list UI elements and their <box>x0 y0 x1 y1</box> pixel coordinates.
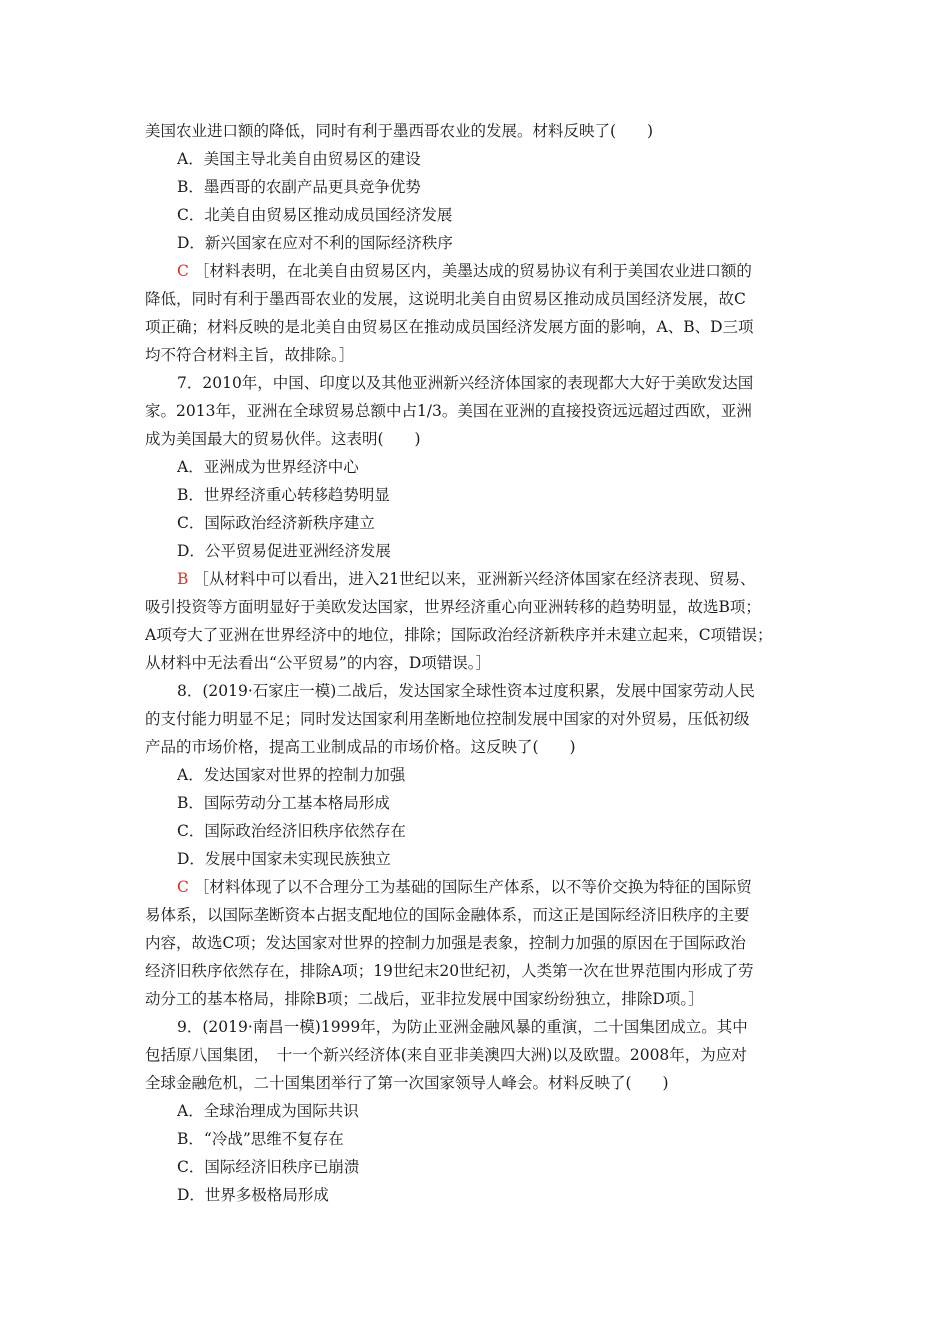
q7-option-d: D．公平贸易促进亚洲经济发展 <box>177 542 391 560</box>
q8-answer: C <box>177 878 189 896</box>
q7-explanation-line-4: 从材料中无法看出“公平贸易”的内容，D项错误。］ <box>145 654 492 672</box>
q8-option-d: D．发展中国家未实现民族独立 <box>177 850 391 868</box>
q8-explanation-line-5: 动分工的基本格局，排除B项；二战后，亚非拉发展中国家纷纷独立，排除D项。］ <box>145 990 704 1008</box>
q8-explanation-line-2: 易体系，以国际垄断资本占据支配地位的国际金融体系，而这正是国际经济旧秩序的主要 <box>145 906 750 924</box>
q9-option-b: B．“冷战”思维不复存在 <box>177 1130 344 1148</box>
q6-option-c: C．北美自由贸易区推动成员国经济发展 <box>177 206 453 224</box>
q6-stem-tail: 美国农业进口额的降低，同时有利于墨西哥农业的发展。材料反映了( ) <box>145 122 654 140</box>
q9-option-c: C．国际经济旧秩序已崩溃 <box>177 1158 360 1176</box>
q8-stem-line-2: 的支付能力明显不足；同时发达国家利用垄断地位控制发展中国家的对外贸易，压低初级 <box>145 710 750 728</box>
q6-explanation-line-4: 均不符合材料主旨，故排除。］ <box>145 346 355 364</box>
q7-option-a: A．亚洲成为世界经济中心 <box>177 458 359 476</box>
q9-option-a: A．全球治理成为国际共识 <box>177 1102 359 1120</box>
q8-option-a: A．发达国家对世界的控制力加强 <box>177 766 406 784</box>
q7-explanation-line-2: 吸引投资等方面明显好于美欧发达国家，世界经济重心向亚洲转移的趋势明显，故选B项； <box>145 598 761 616</box>
q7-option-b: B．世界经济重心转移趋势明显 <box>177 486 390 504</box>
q9-stem-line-2: 包括原八国集团， 十一个新兴经济体(来自亚非美澳四大洲)以及欧盟。2008年，为应对 <box>145 1046 747 1064</box>
q7-answer: B <box>177 570 189 588</box>
q7-option-c: C．国际政治经济新秩序建立 <box>177 514 375 532</box>
q9-option-d: D．世界多极格局形成 <box>177 1186 329 1204</box>
q6-explanation-line-3: 项正确；材料反映的是北美自由贸易区在推动成员国经济发展方面的影响，A、B、D三项 <box>145 318 754 336</box>
q6-option-b: B．墨西哥的农副产品更具竞争优势 <box>177 178 421 196</box>
q7-explanation-line-3: A项夸大了亚洲在世界经济中的地位，排除；国际政治经济新秩序并未建立起来，C项错误； <box>145 626 773 644</box>
q8-stem-line-3: 产品的市场价格，提高工业制成品的市场价格。这反映了( ) <box>145 738 576 756</box>
q8-explanation-line-3: 内容，故选C项；发达国家对世界的控制力加强是表象，控制力加强的原因在于国际政治 <box>145 934 746 952</box>
q8-option-b: B．国际劳动分工基本格局形成 <box>177 794 390 812</box>
q7-stem-line-3: 成为美国最大的贸易伙伴。这表明( ) <box>145 430 421 448</box>
q6-option-a: A．美国主导北美自由贸易区的建设 <box>177 150 421 168</box>
q6-explanation-line-1: C ［材料表明，在北美自由贸易区内，美墨达成的贸易协议有利于美国农业进口额的 <box>177 262 752 280</box>
q6-option-d: D．新兴国家在应对不利的国际经济秩序 <box>177 234 453 252</box>
q8-option-c: C．国际政治经济旧秩序依然存在 <box>177 822 406 840</box>
q8-stem-line-1: 8．(2019·石家庄一模)二战后，发达国家全球性资本过度积累，发展中国家劳动人民 <box>177 682 755 700</box>
q6-answer: C <box>177 262 189 280</box>
q9-stem-line-1: 9．(2019·南昌一模)1999年，为防止亚洲金融风暴的重演，二十国集团成立。其中 <box>177 1018 748 1036</box>
q9-stem-line-3: 全球金融危机，二十国集团举行了第一次国家领导人峰会。材料反映了( ) <box>145 1074 669 1092</box>
q8-explanation-line-4: 经济旧秩序依然存在，排除A项；19世纪末20世纪初，人类第一次在世界范围内形成了劳 <box>145 962 754 980</box>
q7-stem-line-2: 家。2013年，亚洲在全球贸易总额中占1/3。美国在亚洲的直接投资远远超过西欧，亚洲 <box>145 402 752 420</box>
q6-explanation-line-2: 降低，同时有利于墨西哥农业的发展，这说明北美自由贸易区推动成员国经济发展，故C <box>145 290 746 308</box>
q8-explanation-line-1: C ［材料体现了以不合理分工为基础的国际生产体系，以不等价交换为特征的国际贸 <box>177 878 752 896</box>
q7-explanation-line-1: B ［从材料中可以看出，进入21世纪以来，亚洲新兴经济体国家在经济表现、贸易、 <box>177 570 756 588</box>
q7-stem-line-1: 7．2010年，中国、印度以及其他亚洲新兴经济体国家的表现都大大好于美欧发达国 <box>177 374 754 392</box>
